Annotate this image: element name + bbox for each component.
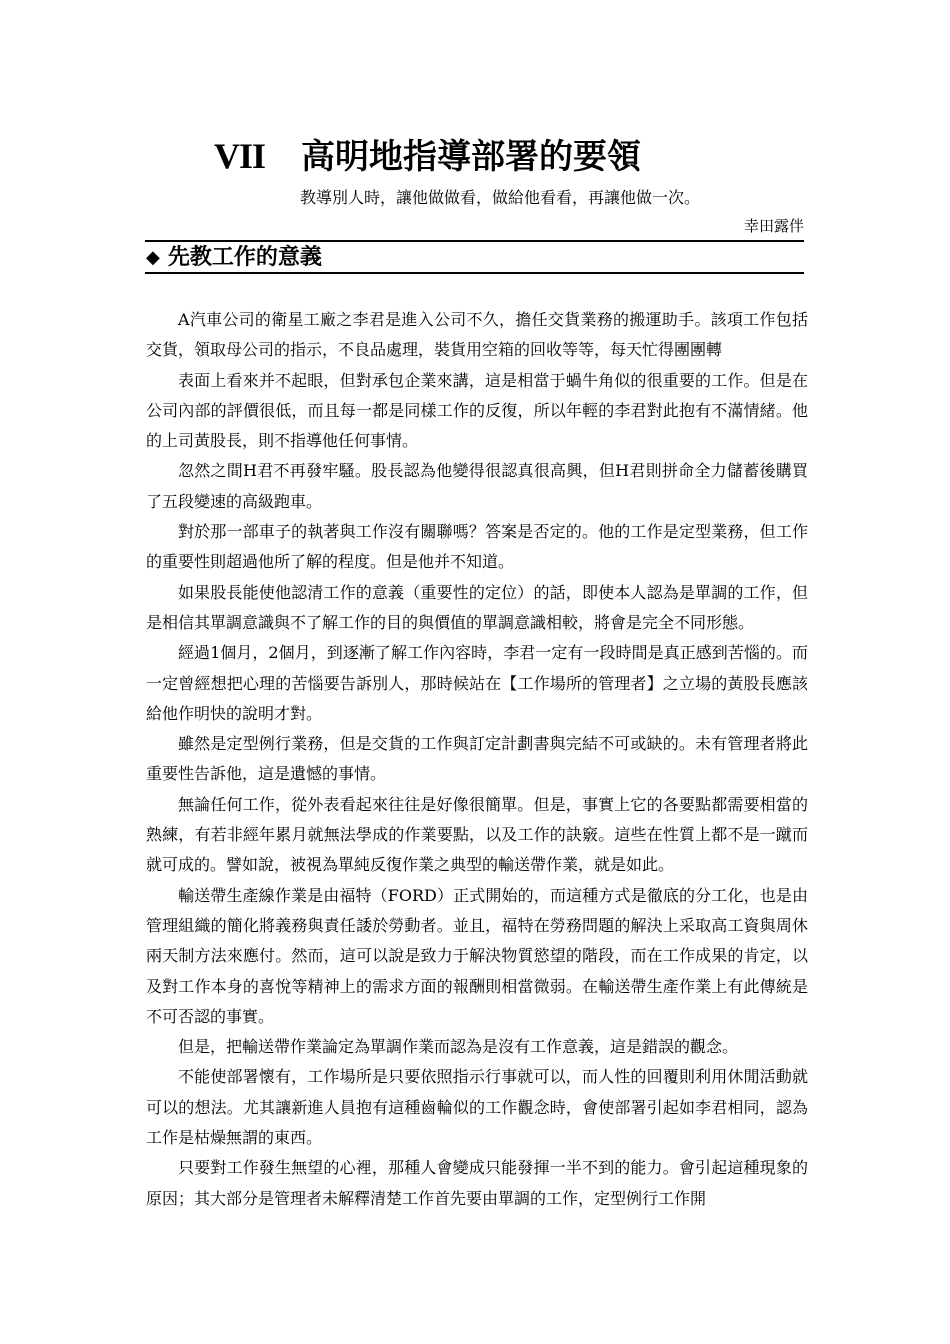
section-heading-text: 先教工作的意義	[167, 245, 322, 270]
section-rule-bottom	[145, 272, 804, 274]
paragraph: 表面上看來并不起眼，但對承包企業來講，這是相當于蝸牛角似的很重要的工作。但是在公司內部的評價很低，而且每一都是同樣工作的反復，所以年輕的李君對此抱有不滿情緒。他的上司黃股長，則不指導他任何事情。	[146, 370, 808, 451]
section-rule-top	[145, 240, 804, 242]
paragraph: 對於那一部車子的執著與工作沒有關聯嗎？答案是否定的。他的工作是定型業務，但工作的重要性則超過他所了解的程度。但是他并不知道。	[146, 522, 808, 572]
body-text	[146, 305, 808, 1214]
section-heading	[146, 243, 322, 273]
chapter-title	[214, 132, 774, 180]
paragraph: 如果股長能使他認清工作的意義（重要性的定位）的話，即使本人認為是單調的工作，但是相信其單調意識與不了解工作的目的與價值的單調意識相較，將會是完全不同形態。	[146, 582, 808, 632]
paragraph: 忽然之間H君不再發牢騷。股長認為他變得很認真很高興，但H君則拼命全力儲蓄後購買了五段變速的高級跑車。	[146, 461, 808, 511]
epigraph-author: 幸田露伴	[743, 217, 804, 235]
paragraph: A汽車公司的衛星工廠之李君是進入公司不久，擔任交貨業務的搬運助手。該項工作包括交貨，領取母公司的指示，不良品處理，裝貨用空箱的回收等等，每天忙得團團轉	[146, 310, 808, 360]
paragraph: 但是，把輸送帶作業論定為單調作業而認為是沒有工作意義，這是錯誤的觀念。	[178, 1037, 739, 1057]
paragraph: 只要對工作發生無望的心裡，那種人會變成只能發揮一半不到的能力。會引起這種現象的原因；其大部分是管理者未解釋清楚工作首先要由單調的工作，定型例行工作開	[146, 1158, 808, 1208]
chapter-number: VII	[214, 136, 266, 176]
paragraph: 輸送帶生產線作業是由福特（FORD）正式開始的，而這種方式是徹底的分工化，也是由管理組織的簡化將義務與責任諉於勞動者。並且，福特在勞務問題的解決上采取高工資與周休兩天制方法來應付。然而，這可以說是致力于解決物質慾望的階段，而在工作成果的肯定，以及對工作本身的喜悅等精神上的需求方面的報酬則相當微弱。在輸送帶生產作業上有此傳統是不可否認的事實。	[146, 885, 808, 1026]
chapter-title-text: 高明地指導部署的要領	[301, 137, 642, 177]
epigraph-quote: 教導別人時，讓他做做看，做給他看看，再讓他做一次。	[299, 188, 700, 207]
paragraph: 不能使部署懷有，工作場所是只要依照指示行事就可以，而人性的回覆則利用休閒活動就可以的想法。尤其讓新進人員抱有這種齒輪似的工作觀念時，會使部署引起如李君相同，認為工作是枯燥無謂的東西。	[146, 1067, 808, 1148]
paragraph: 雖然是定型例行業務，但是交貨的工作與訂定計劃書與完結不可或缺的。未有管理者將此重要性告訴他，這是遺憾的事情。	[146, 734, 808, 784]
paragraph: 經過1個月，2個月，到逐漸了解工作內容時，李君一定有一段時間是真正感到苦惱的。而一定曾經想把心理的苦惱要告訴別人，那時候站在【工作場所的管理者】之立場的黃股長應該給他作明快的說明才對。	[146, 643, 808, 723]
paragraph: 無論任何工作，從外表看起來往往是好像很簡單。但是，事實上它的各要點都需要相當的熟練，有若非經年累月就無法學成的作業要點，以及工作的訣竅。這些在性質上都不是一蹴而就可成的。譬如說，被視為單純反復作業之典型的輸送帶作業，就是如此。	[146, 794, 808, 875]
diamond-bullet-icon: ◆	[146, 247, 160, 268]
